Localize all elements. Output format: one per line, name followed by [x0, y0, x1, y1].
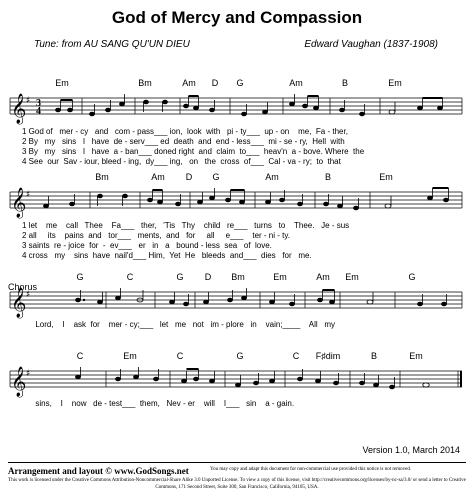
- chord: Em: [409, 351, 423, 361]
- treble-clef-icon: 𝄞: [11, 188, 27, 218]
- chord: C: [126, 272, 134, 282]
- key-sharp-icon: ♯: [26, 290, 31, 300]
- chord: Em: [345, 272, 359, 282]
- time-signature-bottom: 4: [36, 106, 41, 117]
- lyric-line: 1 let me call Thee Fa___ ther, 'Tis Thy child re___ turns to Thee. Je - sus: [22, 221, 350, 230]
- chord: D: [185, 172, 193, 182]
- notes: [44, 188, 449, 210]
- composer-credit: Edward Vaughan (1837-1908): [304, 39, 438, 50]
- chord: G: [76, 272, 84, 282]
- key-sharp-icon: ♯: [26, 190, 31, 200]
- chord: Em: [123, 351, 137, 361]
- chord: Am: [265, 172, 279, 182]
- key-sharp-icon: ♯: [26, 369, 31, 379]
- lyric-line: 2 all its pains and tor___ ments, and for all e___ ter - ni - ty.: [22, 231, 290, 240]
- arrangement-credit: Arrangement and layout © www.GodSongs.net: [8, 466, 189, 476]
- chord: B: [324, 172, 332, 182]
- chord: G: [176, 272, 184, 282]
- lyric-line: 3 saints re - joice for - ev___ er in a bound - less sea of love.: [22, 241, 272, 250]
- chord: G: [408, 272, 416, 282]
- chord: F♯dim: [315, 351, 341, 361]
- chord: Am: [151, 172, 165, 182]
- notes: [76, 367, 430, 389]
- chord: Am: [289, 78, 303, 88]
- notes: [76, 288, 447, 306]
- chord: G: [212, 172, 220, 182]
- license-note: This work is licensed under the Creative Commons Attribution-Noncommercial-Share Alike 3.0 Unported License. To view a copy of this license, visit http://creativecommons.org/licenses/by-nc-sa/3.0/ or send a letter to Creative Commons, 171 Second Street, Suite 300, San Francisco, California, 94105, USA.: [8, 478, 466, 490]
- permission-note: You may copy and adapt this document for non-commercial use provided this notice is not removed.: [210, 467, 412, 472]
- lyric-line: 4 cross my sins have nail'd___ Him, Yet He bleeds and___ dies for me.: [22, 251, 312, 260]
- lyric-line: 3 By my sins I have a - ban___ doned right and claim to___ heav'n a - bove. Where the: [22, 147, 365, 156]
- chord: B: [341, 78, 349, 88]
- song-title: God of Mercy and Compassion: [111, 8, 363, 27]
- chord: Bm: [231, 272, 245, 282]
- lyric-line: 4 See our Sav - iour, bleed - ing, dy___ ing, on the cross of___ Cal - va - ry; to that: [22, 157, 341, 166]
- chord: Bm: [138, 78, 152, 88]
- chord: Em: [55, 78, 69, 88]
- chord: G: [236, 78, 244, 88]
- key-sharp-icon: ♯: [26, 96, 31, 106]
- treble-clef-icon: 𝄞: [11, 94, 27, 124]
- lyric-line: 1 God of mer - cy and com - pass___ ion, look with pi - ty___ up - on me, Fa - ther,: [22, 127, 348, 136]
- treble-clef-icon: 𝄞: [11, 288, 27, 318]
- chord: B: [370, 351, 378, 361]
- chorus-label: Chorus: [8, 282, 38, 292]
- chord: Bm: [95, 172, 109, 182]
- chord: Em: [379, 172, 393, 182]
- chord: D: [211, 78, 219, 88]
- notes: [56, 94, 443, 116]
- lyric-line: Lord, I ask for mer - cy;___ let me not im - plore in vain;____ All my: [22, 320, 335, 329]
- chord: C: [76, 351, 84, 361]
- chord: G: [236, 351, 244, 361]
- tune-credit: Tune: from AU SANG QU'UN DIEU: [34, 39, 190, 50]
- lyric-line: sins, I now de - test___ them, Nev - er will I___ sin a - gain.: [22, 399, 295, 408]
- chord: Em: [388, 78, 402, 88]
- version-note: Version 1.0, March 2014: [362, 445, 460, 455]
- treble-clef-icon: 𝄞: [11, 367, 27, 397]
- footer: [8, 462, 466, 490]
- chord: Am: [316, 272, 330, 282]
- chord: Em: [273, 272, 287, 282]
- lyric-line: 2 By my sins I have de - serv___ ed death and end - less___ mi - se - ry, Hell with: [22, 137, 345, 146]
- chord: D: [204, 272, 212, 282]
- chord: C: [176, 351, 184, 361]
- chord: C: [292, 351, 300, 361]
- chord: Am: [182, 78, 196, 88]
- time-signature-top: 3: [36, 98, 41, 109]
